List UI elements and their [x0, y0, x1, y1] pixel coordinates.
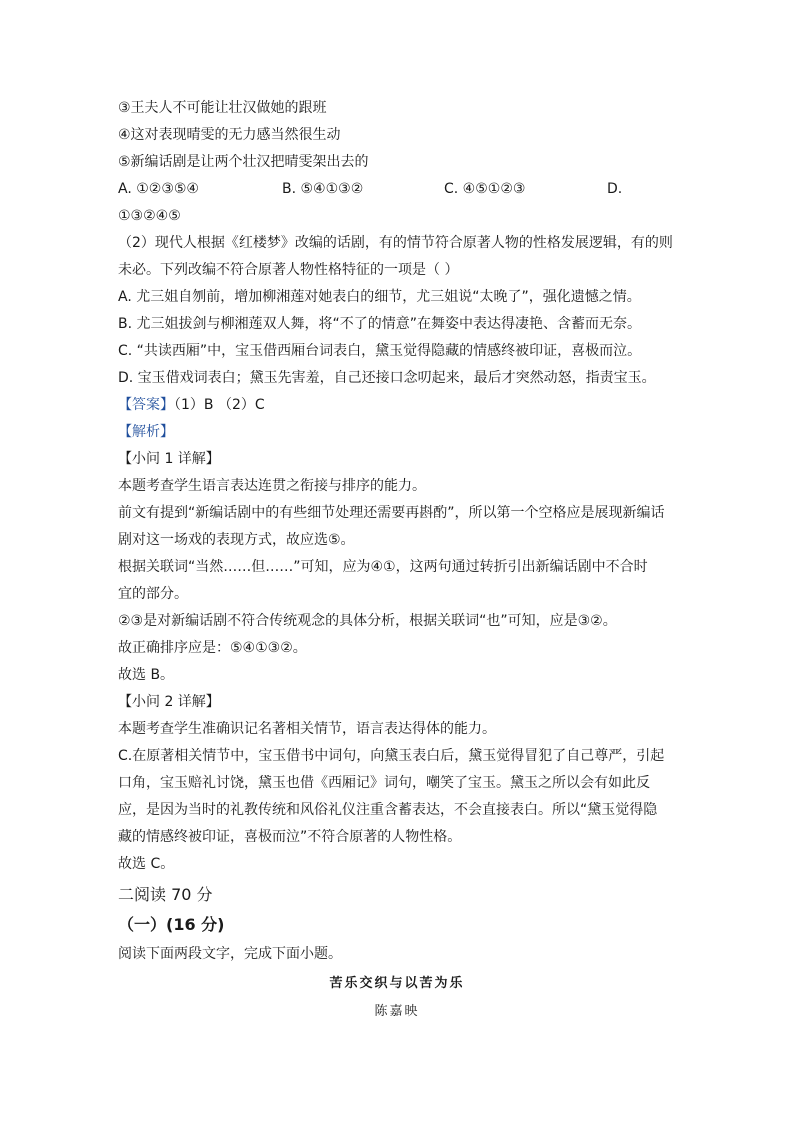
option-line-5: ⑤新编话剧是让两个壮汉把晴雯架出去的 [118, 154, 369, 170]
q2-option-c: C. “共读西厢”中，宝玉借西厢台词表白，黛玉觉得隐藏的情感终被印证，喜极而泣。 [118, 343, 642, 359]
q2-option-a: A. 尤三姐自刎前，增加柳湘莲对她表白的细节，尤三姐说“太晚了”，强化遗憾之情。 [118, 289, 641, 305]
article-author: 陈嘉映 [374, 1004, 420, 1019]
analysis-2-line-5: 藏的情感终被印证，喜极而泣”不符合原著的人物性格。 [118, 829, 462, 845]
option-line-4: ④这对表现晴雯的无力感当然很生动 [118, 127, 341, 143]
analysis-1-line-1: 本题考查学生语言表达连贯之衔接与排序的能力。 [118, 478, 426, 494]
q2-stem-line-1: （2）现代人根据《红楼梦》改编的话剧，有的情节符合原著人物的性格发展逻辑，有的则 [118, 235, 673, 251]
answer-text: （1）B （2）C [174, 397, 265, 413]
sub-question-2-label: 【小问 2 详解】 [118, 694, 220, 710]
analysis-1-line-5: 宜的部分。 [118, 586, 188, 602]
option-line-3: ③王夫人不可能让壮汉做她的跟班 [118, 100, 327, 116]
analysis-1-line-8: 故选 B。 [118, 667, 175, 683]
analysis-label: 【解析】 [118, 424, 174, 440]
article-title: 苦乐交织与以苦为乐 [329, 976, 465, 991]
q1-option-d: D. [607, 181, 623, 197]
q2-option-d: D. 宝玉借戏词表白；黛玉先害羞，自己还接口念叨起来，最后才突然动怒，指责宝玉。 [118, 370, 656, 386]
analysis-2-line-6: 故选 C。 [118, 856, 175, 872]
sub-question-1-label: 【小问 1 详解】 [118, 451, 220, 467]
answer-line [118, 395, 265, 415]
q1-option-d-continued: ①③②④⑤ [118, 208, 181, 224]
analysis-2-line-4: 应，是因为当时的礼教传统和风俗礼仪注重含蓄表达，不会直接表白。所以“黛玉觉得隐 [118, 802, 658, 818]
q2-stem-line-2: 未必。下列改编不符合原著人物性格特征的一项是（ ） [118, 262, 459, 278]
q1-option-c: C. ④⑤①②③ [444, 181, 526, 197]
reading-instruction: 阅读下面两段文字，完成下面小题。 [118, 946, 342, 962]
analysis-1-line-6: ②③是对新编话剧不符合传统观念的具体分析，根据关联词“也”可知，应是③②。 [118, 613, 617, 629]
q1-option-a: A. ①②③⑤④ [118, 181, 199, 197]
part-heading: （一）(16 分) [118, 915, 225, 934]
q2-option-b: B. 尤三姐拔剑与柳湘莲双人舞，将“不了的情意”在舞姿中表达得凄艳、含蓄而无奈。 [118, 316, 642, 332]
analysis-1-line-4: 根据关联词“当然……但……”可知，应为④①，这两句通过转折引出新编话剧中不合时 [118, 559, 648, 575]
analysis-2-line-2: C.在原著相关情节中，宝玉借书中词句，向黛玉表白后，黛玉觉得冒犯了自己尊严，引起 [118, 748, 665, 764]
analysis-2-line-3: 口角，宝玉赔礼讨饶，黛玉也借《西厢记》词句，嘲笑了宝玉。黛玉之所以会有如此反 [118, 775, 650, 791]
analysis-1-line-7: 故正确排序应是：⑤④①③②。 [118, 640, 307, 656]
q1-option-b: B. ⑤④①③② [282, 181, 364, 197]
analysis-2-line-1: 本题考查学生准确识记名著相关情节，语言表达得体的能力。 [118, 721, 496, 737]
answer-label: 【答案】 [118, 397, 174, 413]
analysis-1-line-3: 剧对这一场戏的表现方式，故应选⑤。 [118, 532, 355, 548]
section-title: 二阅读 70 分 [118, 885, 213, 904]
analysis-1-line-2: 前文有提到“新编话剧中的有些细节处理还需要再斟酌”，所以第一个空格应是展现新编话 [118, 505, 665, 521]
